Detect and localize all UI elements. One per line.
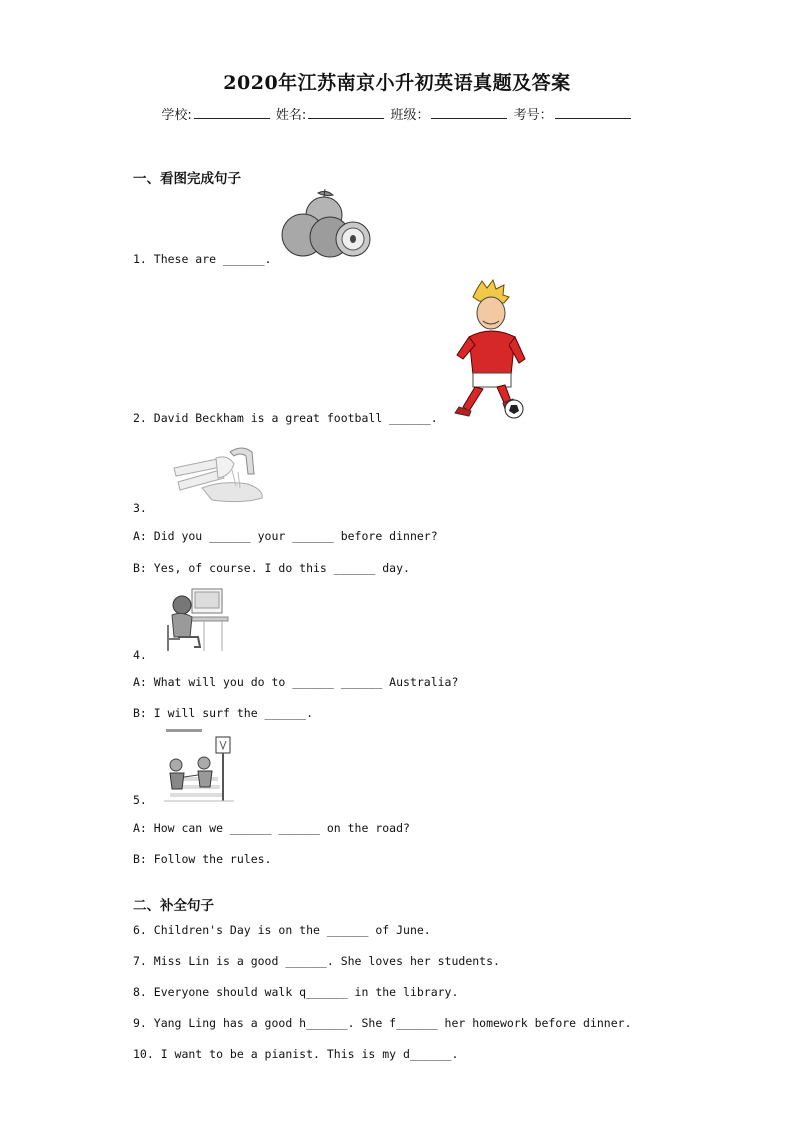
name-label: 姓名: (275, 108, 307, 123)
question-3-number: 3. (133, 501, 147, 515)
school-label: 学校: (161, 108, 192, 123)
question-1: 1. These are ______. (133, 252, 272, 266)
student-info-line (0, 104, 794, 123)
class-label: 班级： (390, 108, 430, 123)
crossing-road-picture (162, 729, 236, 803)
question-8: 8. Everyone should walk q______ in the library. (133, 985, 459, 999)
footballer-picture (449, 279, 529, 421)
exam-number-blank[interactable] (555, 106, 631, 119)
boy-at-computer-picture (164, 585, 230, 655)
question-4-number: 4. (133, 648, 147, 662)
question-4-line-b: B: I will surf the ______. (133, 706, 314, 720)
question-4-line-a: A: What will you do to ______ ______ Australia? (133, 675, 459, 689)
question-2: 2. David Beckham is a great football ______. (133, 411, 438, 425)
question-7: 7. Miss Lin is a good ______. She loves her students. (133, 954, 500, 968)
name-blank[interactable] (308, 106, 384, 119)
question-5-line-a: A: How can we ______ ______ on the road? (133, 821, 410, 835)
section-2-heading: 二、补全句子 (133, 898, 214, 914)
question-3-line-b: B: Yes, of course. I do this ______ day. (133, 561, 410, 575)
question-3-line-a: A: Did you ______ your ______ before dinner? (133, 529, 438, 543)
school-blank[interactable] (194, 106, 270, 119)
apples-picture (278, 187, 374, 263)
washing-hands-picture (172, 440, 268, 506)
class-blank[interactable] (431, 106, 507, 119)
question-6: 6. Children's Day is on the ______ of June. (133, 923, 431, 937)
document-title: 2020年江苏南京小升初英语真题及答案 (223, 72, 571, 94)
question-5-line-b: B: Follow the rules. (133, 852, 272, 866)
section-1-heading: 一、看图完成句子 (133, 171, 241, 187)
exam-number-label: 考号： (513, 108, 553, 123)
question-10: 10. I want to be a pianist. This is my d______. (133, 1047, 459, 1061)
question-5-number: 5. (133, 793, 147, 807)
question-9: 9. Yang Ling has a good h______. She f______ her homework before dinner. (133, 1016, 632, 1030)
